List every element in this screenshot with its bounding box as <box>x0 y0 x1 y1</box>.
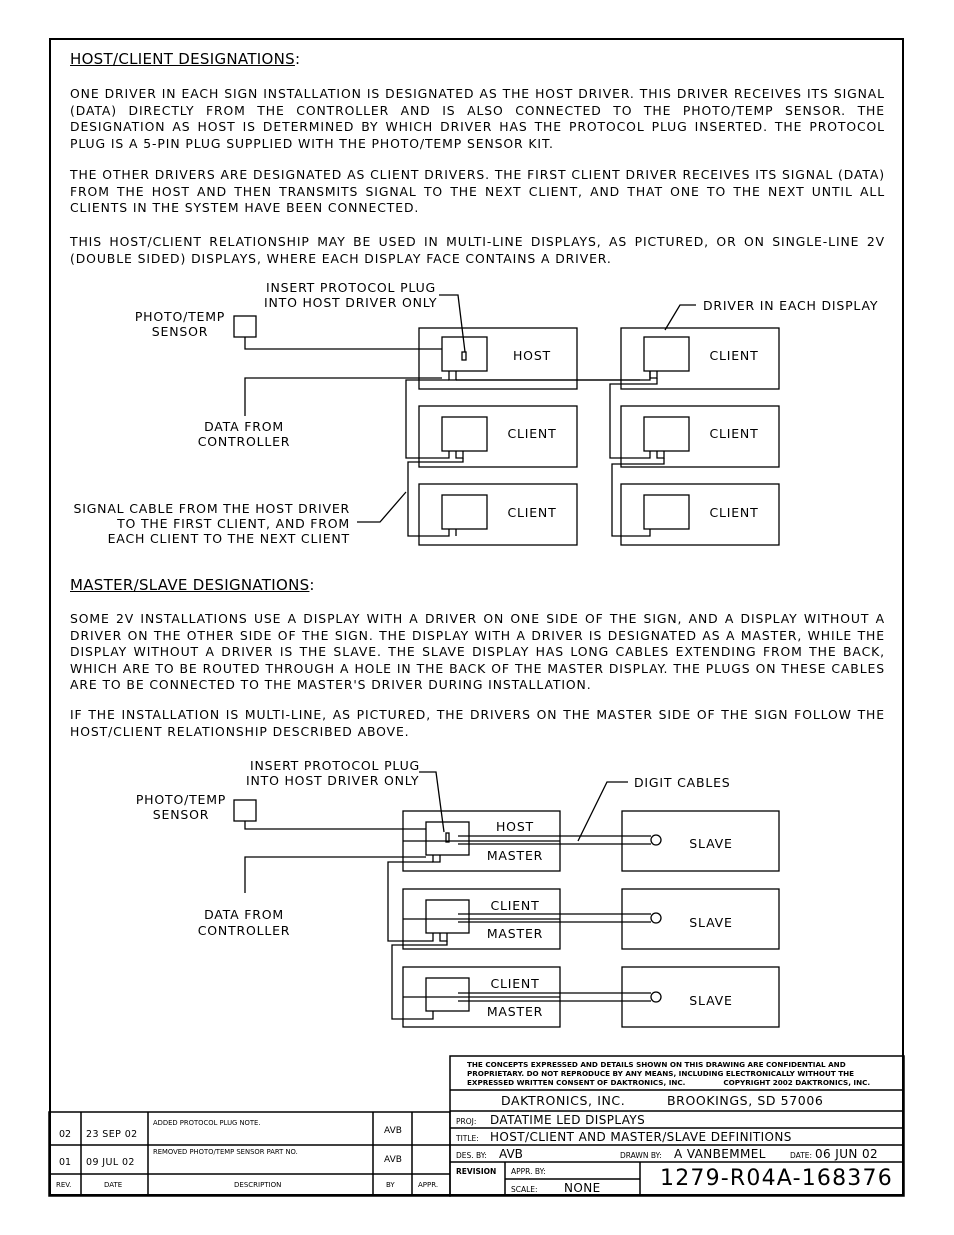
rev-row2-desc: REMOVED PHOTO/TEMP SENSOR PART NO. <box>153 1148 298 1156</box>
plug-note-line2: INTO HOST DRIVER ONLY <box>264 295 438 310</box>
driver-client-right-2 <box>644 417 689 451</box>
master-label-1: MASTER <box>486 848 544 863</box>
rev-header-appr: APPR. <box>418 1181 439 1189</box>
plug-note2-line2: INTO HOST DRIVER ONLY <box>246 773 420 788</box>
slave-label-2: SLAVE <box>689 915 733 930</box>
master-slave-paragraph-2: IF THE INSTALLATION IS MULTI-LINE, AS PICTURED, THE DRIVERS ON THE MASTER SIDE OF THE SIGN FOLLOW THE HOST/CLIENT RELATIONSHIP DESCRIBED ABOVE. <box>70 707 885 739</box>
data2-label-line2: CONTROLLER <box>197 923 291 938</box>
title-label: TITLE: <box>456 1134 479 1143</box>
rev-row1-date: 23 SEP 02 <box>86 1129 138 1140</box>
rev-row2-date: 09 JUL 02 <box>86 1157 135 1168</box>
rev-row2-rev: 01 <box>59 1157 72 1168</box>
signal-label-line3: EACH CLIENT TO THE NEXT CLIENT <box>107 531 350 546</box>
sensor-cable <box>245 337 442 349</box>
digit-cables-note: DIGIT CABLES <box>634 775 731 790</box>
plug-note2-line1: INSERT PROTOCOL PLUG <box>250 758 421 773</box>
proj-label: PROJ: <box>456 1117 477 1126</box>
rev-row1-rev: 02 <box>59 1129 72 1140</box>
sensor-cable-2 <box>245 821 426 829</box>
title-value: HOST/CLIENT AND MASTER/SLAVE DEFINITIONS <box>490 1130 792 1144</box>
revision-label: REVISION <box>456 1167 497 1176</box>
signal-cable-right-2 <box>610 378 657 458</box>
rev-header-description: DESCRIPTION <box>234 1181 282 1189</box>
driver-master-2 <box>426 900 469 933</box>
master-label-3: MASTER <box>486 1004 544 1019</box>
client-label-l3: CLIENT <box>507 505 557 520</box>
host-client-heading: HOST/CLIENT DESIGNATIONS: <box>70 50 301 68</box>
sensor-label-line1: PHOTO/TEMP <box>134 309 226 324</box>
protocol-plug <box>462 352 466 360</box>
signal-cable-leader <box>357 492 406 522</box>
host-client-paragraph-2: THE OTHER DRIVERS ARE DESIGNATED AS CLIENT DRIVERS. THE FIRST CLIENT DRIVER RECEIVES ITS SIGNAL (DATA) FROM THE HOST AND THEN TRANSMITS SIGNAL TO THE NEXT CLIENT, AND THAT ONE TO THE NEXT UNTIL ALL CLIENTS IN THE SYSTEM HAVE BEEN CONNECTED. <box>70 167 885 215</box>
des-value: AVB <box>499 1147 523 1161</box>
data2-label-line1: DATA FROM <box>204 907 284 922</box>
driver-client-right-1 <box>644 337 689 371</box>
driver-master-3 <box>426 978 469 1011</box>
client-cable-right <box>650 371 657 378</box>
driver-client-left-2 <box>442 417 487 451</box>
driver-client-right-3 <box>644 495 689 529</box>
driver-master-1 <box>426 822 469 855</box>
rev-row1-desc: ADDED PROTOCOL PLUG NOTE. <box>153 1119 261 1127</box>
digit-cables-leader <box>578 782 628 841</box>
data-label-line2: CONTROLLER <box>197 434 291 449</box>
client-label-r1: CLIENT <box>709 348 759 363</box>
scale-value: NONE <box>564 1181 601 1195</box>
host-label: HOST <box>512 348 552 363</box>
host-client-paragraph-3: THIS HOST/CLIENT RELATIONSHIP MAY BE USED IN MULTI-LINE DISPLAYS, AS PICTURED, OR ON SINGLE-LINE 2V (DOUBLE SIDED) DISPLAYS, WHERE EACH DISPLAY FACE CONTAINS A DRIVER. <box>70 234 885 266</box>
slave-connector-2 <box>651 913 661 923</box>
proj-value: DATATIME LED DISPLAYS <box>490 1113 646 1127</box>
driver-note: DRIVER IN EACH DISPLAY <box>703 298 879 313</box>
sensor2-label-line1: PHOTO/TEMP <box>135 792 227 807</box>
plug-note-leader-2 <box>419 772 444 832</box>
master-slave-heading: MASTER/SLAVE DESIGNATIONS: <box>70 576 315 594</box>
photo-temp-sensor-2 <box>234 800 256 821</box>
drawn-value: A VANBEMMEL <box>674 1147 766 1161</box>
slave-label-3: SLAVE <box>689 993 733 1008</box>
date-value: 06 JUN 02 <box>815 1147 879 1161</box>
signal-label-line2: TO THE FIRST CLIENT, AND FROM <box>117 516 350 531</box>
slave-label-1: SLAVE <box>689 836 733 851</box>
drawing-number: 1279-R04A-168376 <box>660 1166 893 1191</box>
company-name: DAKTRONICS, INC. <box>501 1093 626 1108</box>
rev-header-by: BY <box>386 1181 395 1189</box>
client-label-r2: CLIENT <box>709 426 759 441</box>
driver-note-leader <box>665 305 696 330</box>
rev-row1-by: AVB <box>384 1126 402 1136</box>
signal-cable-left-2b <box>456 451 463 458</box>
confidential-notice: THE CONCEPTS EXPRESSED AND DETAILS SHOWN ON THIS DRAWING ARE CONFIDENTIAL AND PROPRIETARY. DO NOT REPRODUCE BY ANY MEANS, INCLUDING ELECTRONICALLY WITHOUT THE EXPRESSED WRITTEN CONSENT OF DAKTRONICS, INC. COPYRIGHT 2002 DAKTRONICS, INC. <box>467 1060 871 1087</box>
controller-cable <box>245 378 442 416</box>
date-label: DATE: <box>790 1151 813 1160</box>
host-label-2: HOST <box>495 819 535 834</box>
host-client-paragraph-1: ONE DRIVER IN EACH SIGN INSTALLATION IS DESIGNATED AS THE HOST DRIVER. THIS DRIVER RECEIVES ITS SIGNAL (DATA) DIRECTLY FROM THE CONTROLLER AND IS ALSO CONNECTED TO THE PHOTO/TEMP SENSOR. THE DESIGNATION AS HOST IS DETERMINED BY WHICH DRIVER HAS THE PROTOCOL PLUG INSERTED. THE PROTOCOL PLUG IS A 5-PIN PLUG SUPPLIED WITH THE PHOTO/TEMP SENSOR KIT. <box>70 86 885 151</box>
rev-row2-by: AVB <box>384 1155 402 1165</box>
company-location: BROOKINGS, SD 57006 <box>667 1093 824 1108</box>
sensor-label-line2: SENSOR <box>151 324 209 339</box>
client-label-m3: CLIENT <box>490 976 540 991</box>
sensor2-label-line2: SENSOR <box>152 807 210 822</box>
driver-client-left-3 <box>442 495 487 529</box>
master-cable-1 <box>433 855 440 862</box>
appr-label: APPR. BY: <box>511 1167 546 1176</box>
scale-label: SCALE: <box>511 1185 538 1194</box>
photo-temp-sensor <box>234 316 256 337</box>
rev-header-rev: REV. <box>56 1181 72 1189</box>
client-label-m2: CLIENT <box>490 898 540 913</box>
master-cable-3 <box>392 941 447 1019</box>
data-label-line1: DATA FROM <box>204 419 284 434</box>
slave-connector-1 <box>651 835 661 845</box>
signal-cable-left-3 <box>408 458 463 536</box>
master-label-2: MASTER <box>486 926 544 941</box>
plug-note-line1: INSERT PROTOCOL PLUG <box>266 280 437 295</box>
des-label: DES. BY: <box>456 1151 487 1160</box>
plug-note-leader <box>439 295 465 352</box>
drawn-label: DRAWN BY: <box>620 1151 662 1160</box>
client-label-r3: CLIENT <box>709 505 759 520</box>
rev-header-date: DATE <box>104 1181 123 1189</box>
master-slave-paragraph-1: SOME 2V INSTALLATIONS USE A DISPLAY WITH A DRIVER ON ONE SIDE OF THE SIGN, AND A DISPLAY WITHOUT A DRIVER ON THE OTHER SIDE OF THE SIGN. THE DISPLAY WITH A DRIVER IS DESIGNATED AS A MASTER, WHILE THE DISPLAY WITHOUT A DRIVER IS THE SLAVE. THE SLAVE DISPLAY HAS LONG CABLES EXTENDING FROM THE BACK, WHICH ARE TO BE ROUTED THROUGH A HOLE IN THE BACK OF THE MASTER DISPLAY. THE PLUGS ON THESE CABLES ARE TO BE CONNECTED TO THE MASTER'S DRIVER DURING INSTALLATION. <box>70 611 885 692</box>
signal-label-line1: SIGNAL CABLE FROM THE HOST DRIVER <box>73 501 350 516</box>
signal-cable-right-2b <box>657 451 664 458</box>
slave-connector-3 <box>651 992 661 1002</box>
host-internal-cable <box>449 371 456 380</box>
client-label-l2: CLIENT <box>507 426 557 441</box>
driver-host <box>442 337 487 371</box>
signal-cable-right-3 <box>612 458 664 536</box>
master-cable-2b <box>440 933 447 941</box>
